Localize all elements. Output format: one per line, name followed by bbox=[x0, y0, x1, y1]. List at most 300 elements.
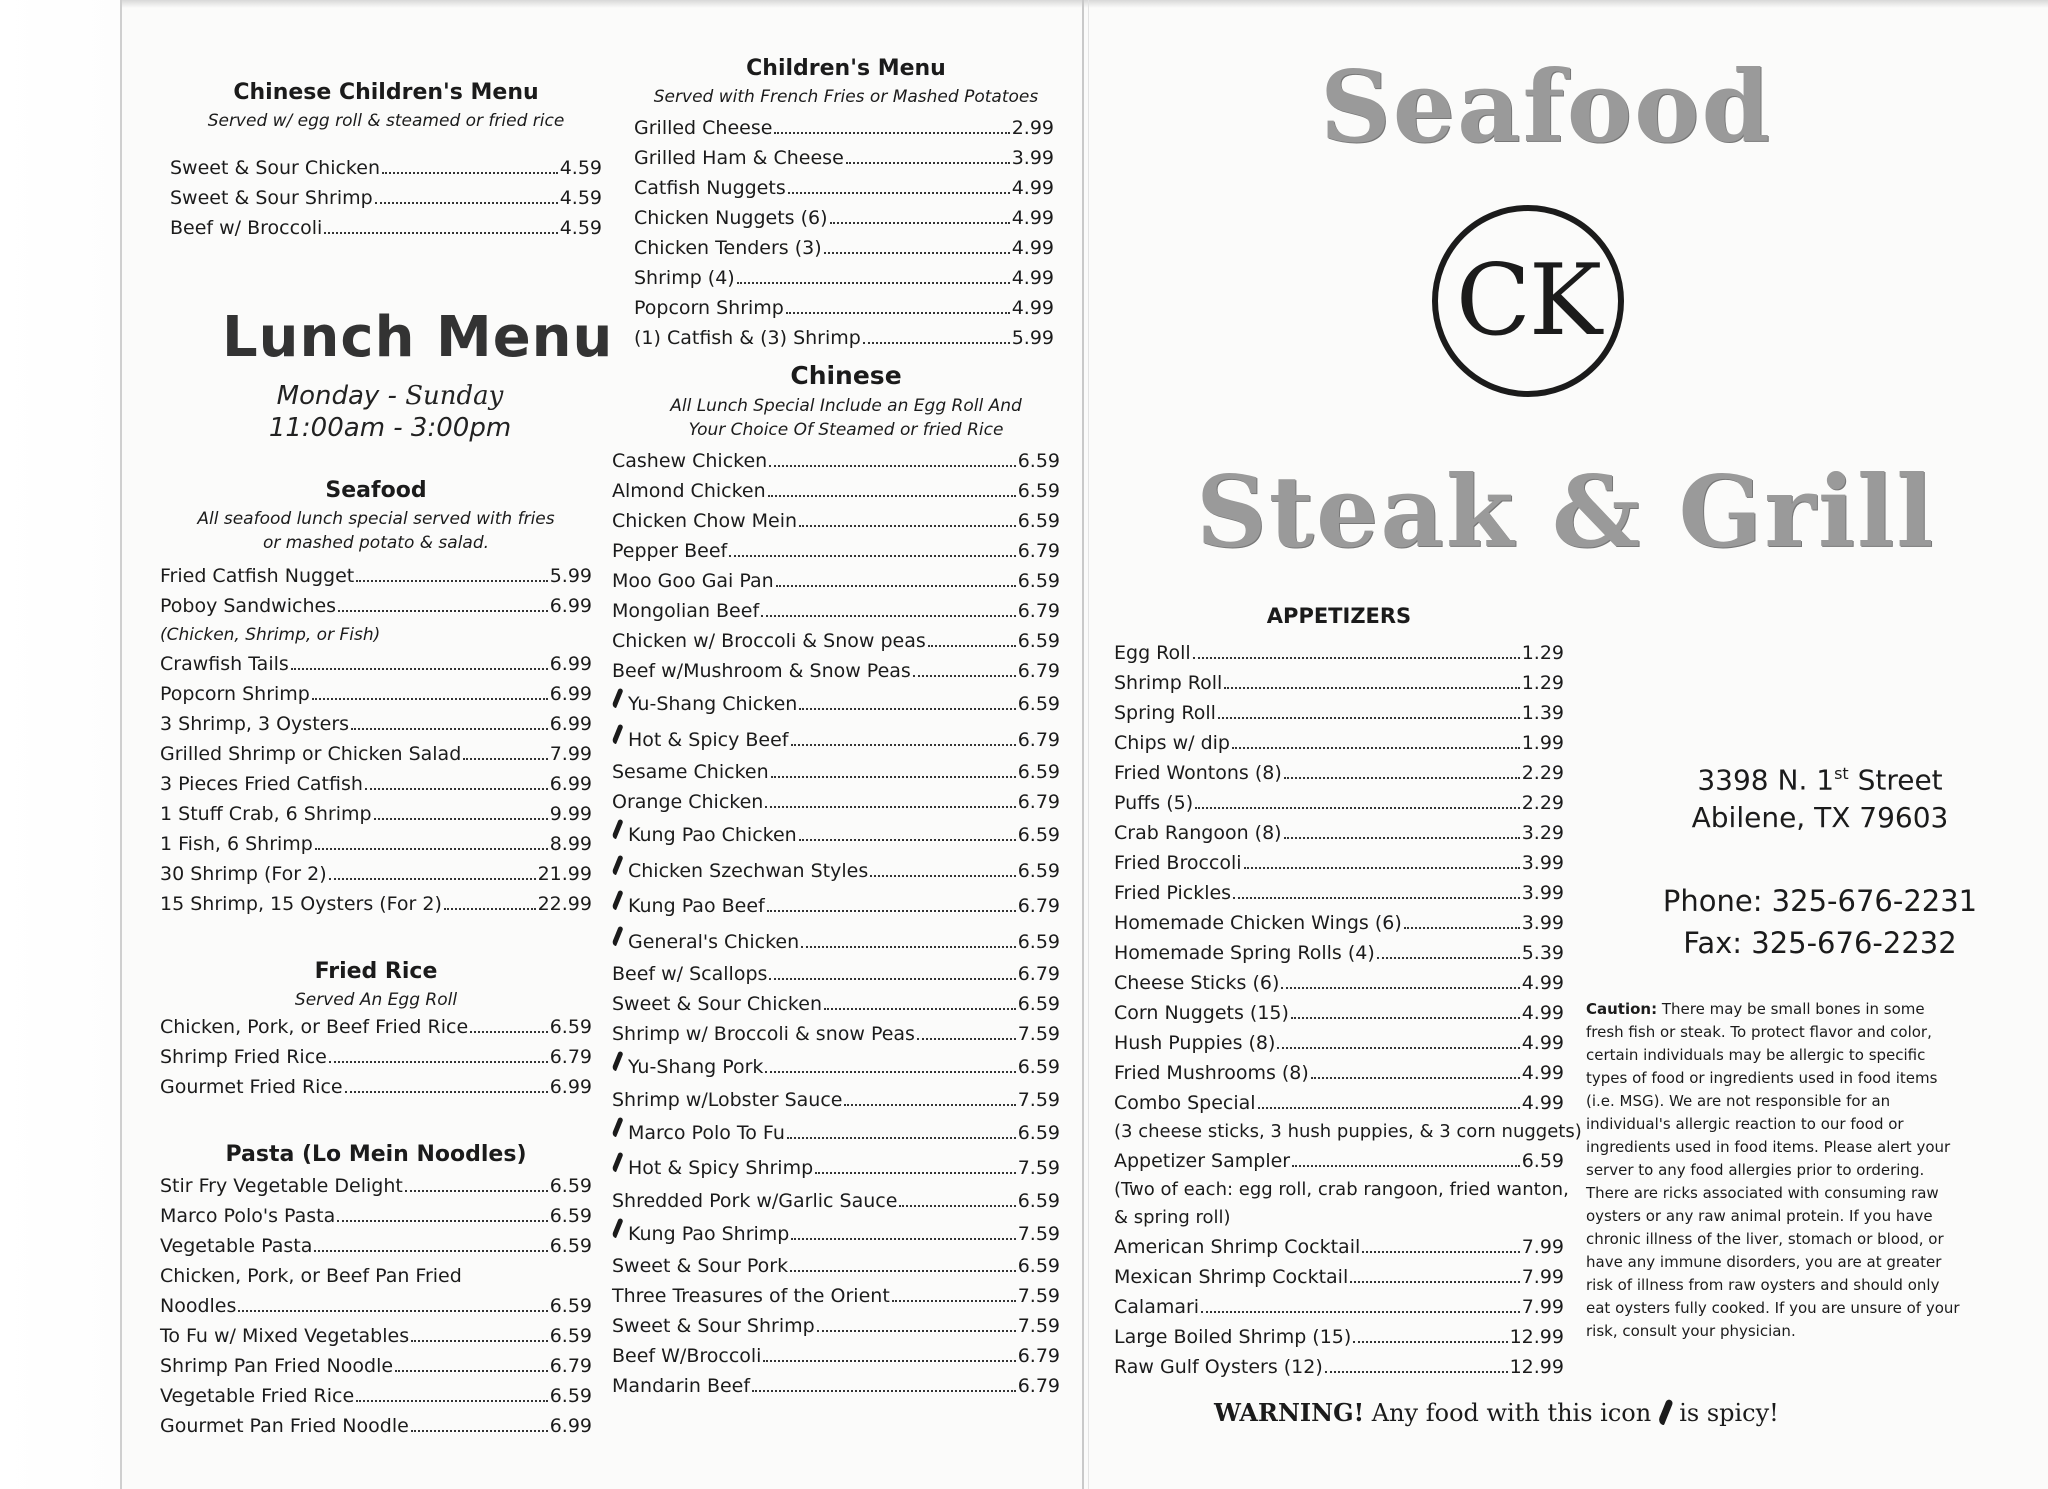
menu-item-row bbox=[1114, 848, 1564, 878]
menu-item-price: 6.79 bbox=[1017, 1375, 1060, 1397]
menu-item-row bbox=[612, 853, 1060, 889]
menu-item-price: 3.99 bbox=[1011, 147, 1054, 169]
menu-item-row bbox=[612, 989, 1060, 1019]
menu-item-name: Shrimp Fried Rice bbox=[160, 1046, 327, 1068]
menu-item-row bbox=[634, 233, 1054, 263]
menu-item-name: Marco Polo's Pasta bbox=[160, 1205, 336, 1227]
dot-leader bbox=[1311, 1077, 1520, 1079]
dot-leader bbox=[863, 342, 1010, 344]
dot-leader bbox=[913, 675, 1016, 677]
menu-item-row bbox=[160, 889, 592, 919]
menu-item-row bbox=[612, 1085, 1060, 1115]
dot-leader bbox=[1362, 1251, 1519, 1253]
dot-leader bbox=[312, 698, 548, 700]
dot-leader bbox=[752, 1390, 1016, 1392]
menu-item-name: Kung Pao Chicken bbox=[628, 824, 797, 846]
restaurant-address bbox=[1620, 755, 2020, 837]
spicy-pepper-icon bbox=[612, 924, 624, 948]
menu-item-price: 4.59 bbox=[559, 217, 602, 239]
menu-item-name: Three Treasures of the Orient bbox=[612, 1285, 890, 1307]
menu-item-price: 7.59 bbox=[1017, 1222, 1060, 1245]
menu-item-name: Beef w/ Scallops bbox=[612, 963, 768, 985]
dot-leader bbox=[815, 1172, 1016, 1174]
menu-item-row bbox=[1114, 1232, 1564, 1262]
menu-item-name: Chicken w/ Broccoli & Snow peas bbox=[612, 630, 926, 652]
menu-item-price: 6.59 bbox=[1017, 693, 1060, 715]
menu-item-name: Appetizer Sampler bbox=[1114, 1150, 1291, 1172]
menu-item-price: 3.29 bbox=[1521, 822, 1564, 844]
menu-item-row bbox=[1114, 938, 1564, 968]
menu-item-name: Chicken Nuggets (6) bbox=[634, 207, 828, 229]
menu-item-price: 3.99 bbox=[1521, 882, 1564, 904]
menu-item-price: 3.99 bbox=[1521, 852, 1564, 874]
menu-item-row bbox=[160, 1411, 592, 1441]
menu-item-name: Yu-Shang Pork bbox=[628, 1056, 764, 1078]
menu-item-row bbox=[634, 203, 1054, 233]
menu-item-row bbox=[612, 888, 1060, 924]
dot-leader bbox=[765, 1071, 1015, 1073]
menu-item-price: 4.99 bbox=[1521, 1002, 1564, 1024]
dot-leader bbox=[928, 645, 1016, 647]
menu-item-row bbox=[612, 722, 1060, 758]
menu-item-name: Beef W/Broccoli bbox=[612, 1345, 762, 1367]
menu-item-price: 7.59 bbox=[1017, 1157, 1060, 1179]
menu-item-price: 6.79 bbox=[1017, 791, 1060, 813]
dot-leader bbox=[765, 806, 1015, 808]
address-city: Abilene, TX 79603 bbox=[1691, 801, 1949, 835]
menu-item-name: Hot & Spicy Beef bbox=[628, 728, 789, 751]
menu-item-name: Shrimp (4) bbox=[634, 267, 735, 289]
dot-leader bbox=[395, 1370, 548, 1372]
dot-leader bbox=[1224, 687, 1519, 689]
menu-item-name: General's Chicken bbox=[628, 930, 800, 953]
menu-item-name: Shrimp Pan Fried Noodle bbox=[160, 1355, 394, 1377]
dot-leader bbox=[774, 132, 1009, 134]
chinese-subtitle-line2: Your Choice Of Steamed or fried Rice bbox=[688, 420, 1004, 440]
menu-item-name: Hot & Spicy Shrimp bbox=[628, 1157, 814, 1179]
menu-item-name: Fried Wontons (8) bbox=[1114, 762, 1282, 784]
menu-item-row bbox=[1114, 1058, 1564, 1088]
menu-item-price: 3.99 bbox=[1521, 912, 1564, 934]
menu-item-row bbox=[612, 1281, 1060, 1311]
dot-leader bbox=[1193, 657, 1520, 659]
menu-item-name: To Fu w/ Mixed Vegetables bbox=[160, 1325, 410, 1347]
menu-item-price: 4.99 bbox=[1011, 177, 1054, 199]
menu-item-price: 6.59 bbox=[1017, 930, 1060, 953]
bleed-through-text bbox=[1150, 60, 1155, 80]
menu-item-name: Fried Broccoli bbox=[1114, 852, 1242, 874]
phone-number: Phone: 325-676-2231 bbox=[1662, 884, 1978, 918]
menu-item-price: 6.59 bbox=[549, 1295, 592, 1317]
childrens-menu-list bbox=[634, 113, 1054, 353]
dot-leader bbox=[799, 525, 1016, 527]
menu-item-price: 6.59 bbox=[1017, 824, 1060, 846]
menu-item-name: Chicken Tenders (3) bbox=[634, 237, 822, 259]
menu-item-price: 2.29 bbox=[1521, 792, 1564, 814]
spicy-pepper-icon bbox=[612, 1216, 624, 1240]
menu-item-row bbox=[160, 1072, 592, 1102]
chinese-childrens-menu-section bbox=[170, 80, 602, 243]
menu-item-price: 4.99 bbox=[1011, 267, 1054, 289]
spicy-pepper-icon bbox=[612, 853, 624, 877]
menu-item-price: 5.39 bbox=[1521, 942, 1564, 964]
menu-item-name: Cashew Chicken bbox=[612, 450, 768, 472]
menu-item-name: 1 Fish, 6 Shrimp bbox=[160, 833, 313, 855]
menu-item-name: Vegetable Pasta bbox=[160, 1235, 313, 1257]
menu-item-price: 1.39 bbox=[1521, 702, 1564, 724]
menu-item-row bbox=[160, 1291, 592, 1321]
caution-notice bbox=[1586, 998, 1966, 1343]
childrens-menu-subtitle: Served with French Fries or Mashed Potatoes bbox=[653, 87, 1039, 107]
dot-leader bbox=[1281, 987, 1519, 989]
menu-item-price: 5.99 bbox=[1011, 327, 1054, 349]
menu-item-row bbox=[160, 1171, 592, 1201]
dot-leader bbox=[411, 1430, 548, 1432]
seafood-section-subtitle bbox=[160, 507, 592, 555]
dot-leader bbox=[830, 222, 1010, 224]
brand-seafood: Seafood bbox=[1320, 50, 1773, 165]
column-left-lower bbox=[160, 478, 592, 1441]
ck-monogram-logo: CK bbox=[1432, 205, 1624, 397]
dot-leader bbox=[846, 162, 1010, 164]
menu-item-row bbox=[612, 787, 1060, 817]
menu-item-name: Almond Chicken bbox=[612, 480, 766, 502]
menu-item-price: 6.99 bbox=[549, 713, 592, 735]
menu-item-name: American Shrimp Cocktail bbox=[1114, 1236, 1361, 1258]
fried-rice-list bbox=[160, 1012, 592, 1102]
menu-item-row bbox=[612, 1150, 1060, 1186]
menu-item-price: 7.99 bbox=[1521, 1296, 1564, 1318]
dot-leader bbox=[1258, 1107, 1520, 1109]
menu-item-name: Spring Roll bbox=[1114, 702, 1216, 724]
menu-item-row bbox=[612, 1186, 1060, 1216]
dot-leader bbox=[351, 728, 548, 730]
menu-item-name: Large Boiled Shrimp (15) bbox=[1114, 1326, 1352, 1348]
menu-item-price: 6.99 bbox=[549, 1415, 592, 1437]
menu-item-name: Grilled Ham & Cheese bbox=[634, 147, 844, 169]
menu-item-row bbox=[1114, 818, 1564, 848]
poboy-note: (Chicken, Shrimp, or Fish) bbox=[160, 625, 381, 645]
menu-item-row bbox=[1114, 1262, 1564, 1292]
menu-item-row bbox=[612, 476, 1060, 506]
combo-special-note: (3 cheese sticks, 3 hush puppies, & 3 corn nuggets) bbox=[1114, 1121, 1582, 1142]
dot-leader bbox=[1325, 1371, 1508, 1373]
menu-item-row bbox=[170, 213, 602, 243]
fried-rice-section-title: Fried Rice bbox=[314, 959, 438, 984]
dot-leader bbox=[1244, 867, 1520, 869]
spicy-pepper-icon bbox=[612, 888, 624, 912]
menu-item-name: Shrimp w/Lobster Sauce bbox=[612, 1088, 843, 1111]
menu-item-name: Grilled Shrimp or Chicken Salad bbox=[160, 743, 462, 765]
menu-item-name: Moo Goo Gai Pan bbox=[612, 570, 774, 592]
menu-item-price: 6.59 bbox=[1017, 761, 1060, 783]
spicy-pepper-icon bbox=[612, 1049, 624, 1073]
brand-steak-grill: Steak & Grill bbox=[1196, 455, 1936, 570]
menu-item-name: Chips w/ dip bbox=[1114, 732, 1230, 754]
menu-item-price: 6.99 bbox=[549, 1076, 592, 1098]
spicy-pepper-icon bbox=[1657, 1397, 1673, 1427]
menu-item-name: Calamari bbox=[1114, 1296, 1200, 1318]
address-street: 3398 N. 1st Street bbox=[1697, 763, 1943, 797]
menu-item-row bbox=[1114, 878, 1564, 908]
menu-item-row bbox=[1114, 968, 1564, 998]
sampler-note-line2: & spring roll) bbox=[1114, 1207, 1231, 1228]
menu-item-price: 7.59 bbox=[1017, 1285, 1060, 1307]
chinese-list bbox=[612, 446, 1060, 1401]
menu-item-name: Popcorn Shrimp bbox=[160, 683, 310, 705]
menu-item-price: 6.79 bbox=[1017, 540, 1060, 562]
dot-leader bbox=[1291, 1017, 1520, 1019]
menu-item-price: 6.79 bbox=[1017, 660, 1060, 682]
menu-item-row bbox=[612, 1049, 1060, 1085]
menu-item-price: 6.59 bbox=[549, 1385, 592, 1407]
menu-item-row bbox=[612, 596, 1060, 626]
dot-leader bbox=[769, 978, 1015, 980]
menu-item-price: 4.99 bbox=[1011, 207, 1054, 229]
dot-leader bbox=[1195, 807, 1520, 809]
menu-item-row bbox=[634, 263, 1054, 293]
dot-leader bbox=[787, 1137, 1016, 1139]
lunch-menu-time: 11:00am - 3:00pm bbox=[268, 413, 512, 443]
menu-item-price: 21.99 bbox=[537, 863, 592, 885]
menu-item-price: 1.29 bbox=[1521, 642, 1564, 664]
menu-item-price: 6.59 bbox=[1017, 570, 1060, 592]
menu-item-row bbox=[634, 293, 1054, 323]
menu-item-row bbox=[160, 1231, 592, 1261]
dot-leader bbox=[1218, 717, 1520, 719]
menu-item-row bbox=[612, 566, 1060, 596]
menu-item-name: Crab Rangoon (8) bbox=[1114, 822, 1282, 844]
menu-item-row bbox=[612, 536, 1060, 566]
seafood-list bbox=[160, 561, 592, 919]
menu-item-row bbox=[160, 859, 592, 889]
chinese-childrens-menu-list bbox=[170, 153, 602, 243]
dot-leader bbox=[917, 1038, 1016, 1040]
menu-item-name: Sesame Chicken bbox=[612, 761, 769, 783]
dot-leader bbox=[844, 1104, 1015, 1106]
menu-item-name: Beef w/Mushroom & Snow Peas bbox=[612, 660, 911, 682]
menu-item-price: 5.99 bbox=[549, 565, 592, 587]
menu-item-name: Catfish Nuggets bbox=[634, 177, 786, 199]
dot-leader bbox=[771, 776, 1016, 778]
menu-item-price: 12.99 bbox=[1509, 1326, 1564, 1348]
menu-item-row bbox=[612, 656, 1060, 686]
dot-leader bbox=[799, 839, 1016, 841]
chinese-section-title: Chinese bbox=[790, 361, 902, 390]
menu-item-row bbox=[1114, 1028, 1564, 1058]
dot-leader bbox=[788, 192, 1010, 194]
dot-leader bbox=[1284, 777, 1520, 779]
dot-leader bbox=[374, 818, 548, 820]
menu-item-row bbox=[1114, 908, 1564, 938]
chinese-childrens-menu-subtitle: Served w/ egg roll & steamed or fried rice bbox=[207, 111, 565, 131]
dot-leader bbox=[768, 495, 1016, 497]
menu-item-row bbox=[612, 686, 1060, 722]
menu-item-price: 6.59 bbox=[1521, 1150, 1564, 1172]
menu-item-row bbox=[1114, 668, 1564, 698]
menu-item-name: Mexican Shrimp Cocktail bbox=[1114, 1266, 1349, 1288]
menu-item-name: Kung Pao Beef bbox=[628, 895, 765, 917]
dot-leader bbox=[761, 615, 1016, 617]
spicy-pepper-icon bbox=[612, 1150, 624, 1174]
menu-item-price: 7.99 bbox=[1521, 1266, 1564, 1288]
menu-item-price: 6.99 bbox=[549, 683, 592, 705]
menu-item-name: Vegetable Fried Rice bbox=[160, 1385, 355, 1407]
dot-leader bbox=[337, 1220, 547, 1222]
dot-leader bbox=[329, 878, 536, 880]
lunch-days-printed: Monday - bbox=[276, 381, 406, 411]
warning-text-before: Any food with this icon bbox=[1364, 1399, 1652, 1427]
dot-leader bbox=[329, 1061, 548, 1063]
menu-item-name: Pepper Beef bbox=[612, 540, 728, 562]
dot-leader bbox=[345, 1091, 548, 1093]
menu-item-price: 9.99 bbox=[549, 803, 592, 825]
appetizers-section bbox=[1114, 604, 1582, 1382]
dot-leader bbox=[763, 1360, 1015, 1362]
menu-item-row bbox=[1114, 758, 1564, 788]
menu-item-price: 7.99 bbox=[1521, 1236, 1564, 1258]
menu-item-price: 2.99 bbox=[1011, 117, 1054, 139]
fried-rice-section-subtitle: Served An Egg Roll bbox=[294, 990, 458, 1010]
menu-item-name: Fried Catfish Nugget bbox=[160, 565, 355, 587]
menu-item-row bbox=[1114, 1322, 1564, 1352]
menu-item-row bbox=[612, 1341, 1060, 1371]
appetizers-list bbox=[1114, 638, 1582, 1382]
menu-item-row bbox=[160, 1042, 592, 1072]
menu-item-row bbox=[612, 1311, 1060, 1341]
menu-item-name: 3 Pieces Fried Catfish bbox=[160, 773, 363, 795]
menu-item-row bbox=[160, 829, 592, 859]
menu-item-price: 6.79 bbox=[549, 1355, 592, 1377]
menu-item-row bbox=[634, 113, 1054, 143]
menu-item-price: 6.59 bbox=[1017, 1121, 1060, 1144]
menu-item-name: 1 Stuff Crab, 6 Shrimp bbox=[160, 803, 372, 825]
dot-leader bbox=[870, 875, 1015, 877]
chinese-childrens-menu-title: Chinese Children's Menu bbox=[233, 80, 539, 105]
spicy-pepper-icon bbox=[612, 722, 624, 746]
menu-item-name: Gourmet Pan Fried Noodle bbox=[160, 1415, 409, 1437]
menu-item-price: 1.99 bbox=[1521, 732, 1564, 754]
chinese-subtitle-line1: All Lunch Special Include an Egg Roll And bbox=[670, 396, 1022, 416]
dot-leader bbox=[801, 946, 1016, 948]
menu-item-price: 7.59 bbox=[1017, 1023, 1060, 1045]
menu-item-name: (1) Catfish & (3) Shrimp bbox=[634, 327, 861, 349]
menu-item-price: 2.29 bbox=[1521, 762, 1564, 784]
menu-item-price: 6.59 bbox=[549, 1325, 592, 1347]
menu-item-price: 6.59 bbox=[1017, 510, 1060, 532]
dot-leader bbox=[356, 580, 547, 582]
menu-item-name: Beef w/ Broccoli bbox=[170, 217, 323, 239]
menu-item-name: Yu-Shang Chicken bbox=[628, 693, 798, 715]
menu-item-row bbox=[160, 561, 592, 591]
menu-item-name: Popcorn Shrimp bbox=[634, 297, 784, 319]
menu-item-row bbox=[612, 924, 1060, 960]
seafood-section-title: Seafood bbox=[325, 478, 427, 503]
lunch-menu-title: Lunch Menu bbox=[222, 305, 614, 370]
menu-item-name: Homemade Spring Rolls (4) bbox=[1114, 942, 1375, 964]
spicy-warning bbox=[1214, 1397, 1779, 1427]
menu-item-row bbox=[612, 1371, 1060, 1401]
menu-item-name: Chicken Szechwan Styles bbox=[628, 859, 869, 882]
menu-item-price: 6.59 bbox=[549, 1016, 592, 1038]
menu-item-price: 6.59 bbox=[1017, 1056, 1060, 1078]
pasta-list bbox=[160, 1171, 592, 1441]
menu-item-name: Hush Puppies (8) bbox=[1114, 1032, 1276, 1054]
menu-item-name: Puffs (5) bbox=[1114, 792, 1194, 814]
menu-item-price: 6.79 bbox=[1017, 728, 1060, 751]
dot-leader bbox=[791, 1238, 1015, 1240]
menu-item-row bbox=[1114, 998, 1564, 1028]
menu-item-name: Chicken Chow Mein bbox=[612, 510, 798, 532]
menu-item-price: 6.59 bbox=[1017, 993, 1060, 1015]
menu-item-row bbox=[612, 757, 1060, 787]
menu-item-row bbox=[612, 626, 1060, 656]
dot-leader bbox=[767, 910, 1016, 912]
menu-item-name: Fried Pickles bbox=[1114, 882, 1232, 904]
menu-item-row bbox=[160, 709, 592, 739]
menu-item-row bbox=[634, 173, 1054, 203]
dot-leader bbox=[365, 788, 548, 790]
menu-item-name: Combo Special bbox=[1114, 1092, 1256, 1114]
menu-item-row bbox=[1114, 788, 1564, 818]
childrens-menu-title: Children's Menu bbox=[746, 56, 946, 81]
menu-item-name: Fried Mushrooms (8) bbox=[1114, 1062, 1309, 1084]
menu-item-row bbox=[160, 1351, 592, 1381]
menu-item-row bbox=[160, 649, 592, 679]
menu-item-name: Shredded Pork w/Garlic Sauce bbox=[612, 1189, 898, 1212]
menu-item-name: Grilled Cheese bbox=[634, 117, 773, 139]
dot-leader bbox=[411, 1340, 548, 1342]
dot-leader bbox=[314, 1250, 547, 1252]
dot-leader bbox=[1201, 1311, 1520, 1313]
menu-item-price: 6.59 bbox=[549, 1205, 592, 1227]
dot-leader bbox=[790, 1270, 1016, 1272]
menu-item-price: 4.99 bbox=[1011, 237, 1054, 259]
dot-leader bbox=[817, 1330, 1016, 1332]
menu-item-price: 8.99 bbox=[549, 833, 592, 855]
dot-leader bbox=[729, 555, 1015, 557]
sampler-note-line1: (Two of each: egg roll, crab rangoon, fried wanton, bbox=[1114, 1179, 1569, 1200]
menu-item-row bbox=[612, 446, 1060, 476]
menu-item-price: 6.59 bbox=[549, 1235, 592, 1257]
menu-item-price: 6.59 bbox=[549, 1175, 592, 1197]
dot-leader bbox=[291, 668, 548, 670]
menu-item-row bbox=[160, 1321, 592, 1351]
dot-leader bbox=[824, 252, 1010, 254]
caution-label: Caution: bbox=[1586, 1000, 1658, 1018]
menu-item-row bbox=[612, 506, 1060, 536]
menu-item-price: 12.99 bbox=[1509, 1356, 1564, 1378]
dot-leader bbox=[791, 744, 1016, 746]
menu-item-name: Gourmet Fried Rice bbox=[160, 1076, 343, 1098]
menu-item-price: 22.99 bbox=[537, 893, 592, 915]
spicy-pepper-icon bbox=[612, 686, 624, 710]
menu-item-name: 15 Shrimp, 15 Oysters (For 2) bbox=[160, 893, 442, 915]
menu-item-price: 7.59 bbox=[1017, 1088, 1060, 1111]
menu-item-name: Noodles bbox=[160, 1295, 237, 1317]
menu-item-name: Kung Pao Shrimp bbox=[628, 1222, 790, 1245]
menu-item-row bbox=[612, 1251, 1060, 1281]
dot-leader bbox=[463, 758, 547, 760]
menu-item-name: Egg Roll bbox=[1114, 642, 1191, 664]
menu-item-name: Marco Polo To Fu bbox=[628, 1121, 785, 1144]
lunch-menu-days bbox=[200, 380, 580, 412]
menu-item-row bbox=[1114, 1146, 1564, 1176]
menu-item-row bbox=[160, 1012, 592, 1042]
dot-leader bbox=[776, 585, 1016, 587]
lunch-days-handwritten: Sunday bbox=[405, 381, 504, 411]
menu-item-price: 6.79 bbox=[1017, 1345, 1060, 1367]
